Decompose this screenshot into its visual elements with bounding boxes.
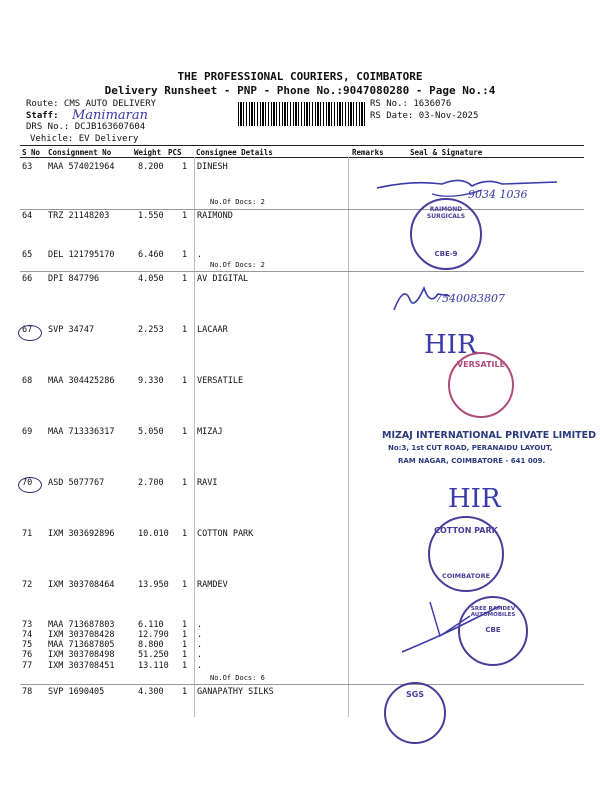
col-remarks: Remarks bbox=[352, 148, 384, 157]
header-rule-top bbox=[20, 145, 584, 146]
row-weight: 10.010 bbox=[138, 529, 169, 539]
row-consignee: MIZAJ bbox=[197, 427, 223, 437]
circle-mark-70 bbox=[18, 477, 42, 493]
row-pcs: 1 bbox=[182, 478, 188, 488]
staff-handwritten-name: Manimaran bbox=[72, 108, 149, 123]
stamp-mizaj-line-2: No:3, 1st CUT ROAD, PERANAIDU LAYOUT, bbox=[388, 444, 553, 452]
row-consignee: LACAAR bbox=[197, 325, 228, 335]
stamp-cotton-text: COTTON PARK bbox=[434, 526, 498, 535]
row-weight: 51.250 bbox=[138, 650, 169, 660]
row-sno: 69 bbox=[22, 427, 33, 437]
row-consignee: DINESH bbox=[197, 162, 228, 172]
col-signature: Seal & Signature bbox=[410, 148, 483, 157]
rs-number: RS No.: 1636076 bbox=[370, 99, 452, 109]
row-sno: 78 bbox=[22, 687, 33, 697]
staff-label: Staff: bbox=[26, 111, 59, 121]
docs-count-65: No.Of Docs: 2 bbox=[210, 261, 265, 269]
row-consignment: MAA 574021964 bbox=[48, 162, 115, 172]
row-sno: 73 bbox=[22, 620, 33, 630]
row-consignee: VERSATILE bbox=[197, 376, 244, 386]
row-pcs: 1 bbox=[182, 661, 188, 671]
row-consignment: SVP 1690405 bbox=[48, 687, 105, 697]
row-pcs: 1 bbox=[182, 274, 188, 284]
row-consignee: . bbox=[197, 620, 203, 630]
row-consignment: SVP 34747 bbox=[48, 325, 95, 335]
row-weight: 12.790 bbox=[138, 630, 169, 640]
row-weight: 4.300 bbox=[138, 687, 164, 697]
row-weight: 6.110 bbox=[138, 620, 164, 630]
row-consignment: IXM 303708428 bbox=[48, 630, 115, 640]
row-consignment: ASD 5077767 bbox=[48, 478, 105, 488]
stamp-sree-text: SREE RAMDEV AUTOMOBILES bbox=[470, 606, 516, 618]
signature-63-number: 9034 1036 bbox=[468, 188, 528, 201]
row-consignee: . bbox=[197, 630, 203, 640]
row-consignee: . bbox=[197, 640, 203, 650]
row-consignee: RAMDEV bbox=[197, 580, 228, 590]
stamp-cotton-city: COIMBATORE bbox=[441, 572, 491, 580]
col-consignment: Consignment No bbox=[48, 148, 112, 157]
circle-mark-67 bbox=[18, 325, 42, 341]
header-rule-bottom bbox=[20, 157, 584, 158]
row-consignee: . bbox=[197, 661, 203, 671]
signature-66-number: 7540083807 bbox=[435, 292, 505, 305]
row-pcs: 1 bbox=[182, 687, 188, 697]
row-pcs: 1 bbox=[182, 640, 188, 650]
row-pcs: 1 bbox=[182, 427, 188, 437]
row-sno: 75 bbox=[22, 640, 33, 650]
row-consignee: . bbox=[197, 250, 203, 260]
rs-date: RS Date: 03-Nov-2025 bbox=[370, 111, 479, 121]
row-weight: 2.700 bbox=[138, 478, 164, 488]
row-consignment: MAA 713687805 bbox=[48, 640, 115, 650]
row-consignee: RAVI bbox=[197, 478, 218, 488]
row-consignment: IXM 303692896 bbox=[48, 529, 115, 539]
row-pcs: 1 bbox=[182, 630, 188, 640]
col-pcs: PCS bbox=[168, 148, 182, 157]
stamp-versatile bbox=[448, 352, 514, 418]
row-separator bbox=[20, 271, 584, 272]
row-sno: 70 bbox=[22, 478, 33, 488]
col-consignee: Consignee Details bbox=[196, 148, 273, 157]
row-pcs: 1 bbox=[182, 162, 188, 172]
row-consignment: MAA 304425286 bbox=[48, 376, 115, 386]
vehicle-label: Vehicle: EV Delivery bbox=[30, 134, 139, 144]
row-consignment: TRZ 21148203 bbox=[48, 211, 110, 221]
row-consignee: RAIMOND bbox=[197, 211, 233, 221]
row-sno: 74 bbox=[22, 630, 33, 640]
row-consignment: MAA 713687803 bbox=[48, 620, 115, 630]
row-weight: 13.950 bbox=[138, 580, 169, 590]
column-separator-remarks bbox=[348, 157, 349, 717]
row-consignee: AV DIGITAL bbox=[197, 274, 249, 284]
row-weight: 5.050 bbox=[138, 427, 164, 437]
row-pcs: 1 bbox=[182, 250, 188, 260]
row-weight: 8.200 bbox=[138, 162, 164, 172]
row-consignment: IXM 303708451 bbox=[48, 661, 115, 671]
row-pcs: 1 bbox=[182, 211, 188, 221]
stamp-cotton-park bbox=[428, 516, 504, 592]
row-weight: 4.050 bbox=[138, 274, 164, 284]
stamp-sree-city: CBE bbox=[485, 626, 501, 634]
stamp-raimond-text: RAIMOND SURGICALS bbox=[426, 206, 466, 220]
row-weight: 6.460 bbox=[138, 250, 164, 260]
drs-number: DRS No.: DCJB163607604 bbox=[26, 122, 146, 132]
stamp-sgs bbox=[384, 682, 446, 744]
row-sno: 63 bbox=[22, 162, 33, 172]
row-pcs: 1 bbox=[182, 580, 188, 590]
row-consignee: GANAPATHY SILKS bbox=[197, 687, 274, 697]
stamp-mizaj-line-3: RAM NAGAR, COIMBATORE - 641 009. bbox=[398, 457, 546, 465]
company-title: THE PROFESSIONAL COURIERS, COIMBATORE bbox=[177, 70, 423, 83]
row-sno: 65 bbox=[22, 250, 33, 260]
row-pcs: 1 bbox=[182, 325, 188, 335]
stamp-sgs-text: SGS bbox=[405, 690, 425, 699]
row-sno: 77 bbox=[22, 661, 33, 671]
row-weight: 1.550 bbox=[138, 211, 164, 221]
row-weight: 8.800 bbox=[138, 640, 164, 650]
col-weight: Weight bbox=[134, 148, 162, 157]
row-consignee: COTTON PARK bbox=[197, 529, 254, 539]
row-sno: 68 bbox=[22, 376, 33, 386]
row-pcs: 1 bbox=[182, 529, 188, 539]
row-weight: 2.253 bbox=[138, 325, 164, 335]
stamp-raimond-city: CBE-9 bbox=[434, 250, 458, 258]
row-pcs: 1 bbox=[182, 376, 188, 386]
row-consignment: MAA 713336317 bbox=[48, 427, 115, 437]
row-sno: 64 bbox=[22, 211, 33, 221]
row-consignment: IXM 303708464 bbox=[48, 580, 115, 590]
row-pcs: 1 bbox=[182, 650, 188, 660]
stamp-mizaj-line-1: MIZAJ INTERNATIONAL PRIVATE LIMITED bbox=[382, 430, 597, 441]
column-separator-consignee bbox=[194, 157, 195, 717]
row-sno: 66 bbox=[22, 274, 33, 284]
runsheet-subtitle: Delivery Runsheet - PNP - Phone No.:9047080280 - Page No.:4 bbox=[104, 84, 496, 97]
docs-count-63: No.Of Docs: 2 bbox=[210, 198, 265, 206]
stamp-raimond bbox=[410, 198, 482, 270]
row-consignee: . bbox=[197, 650, 203, 660]
row-weight: 9.330 bbox=[138, 376, 164, 386]
stamp-versatile-text: VERSATILE bbox=[456, 360, 506, 369]
row-sno: 67 bbox=[22, 325, 33, 335]
row-sno: 72 bbox=[22, 580, 33, 590]
stamp-sree-ramdev bbox=[458, 596, 528, 666]
row-consignment: DPI 847796 bbox=[48, 274, 100, 284]
row-sno: 76 bbox=[22, 650, 33, 660]
initials-67: HIR bbox=[424, 330, 477, 360]
runsheet-barcode bbox=[238, 102, 366, 126]
col-sno: S No bbox=[22, 148, 41, 157]
row-consignment: DEL 121795170 bbox=[48, 250, 115, 260]
initials-70: HIR bbox=[448, 484, 501, 514]
row-separator bbox=[20, 684, 584, 685]
route-label: Route: CMS AUTO DELIVERY bbox=[26, 99, 157, 109]
row-consignment: IXM 303708498 bbox=[48, 650, 115, 660]
docs-count-77: No.Of Docs: 6 bbox=[210, 674, 265, 682]
row-sno: 71 bbox=[22, 529, 33, 539]
row-pcs: 1 bbox=[182, 620, 188, 630]
row-weight: 13.110 bbox=[138, 661, 169, 671]
